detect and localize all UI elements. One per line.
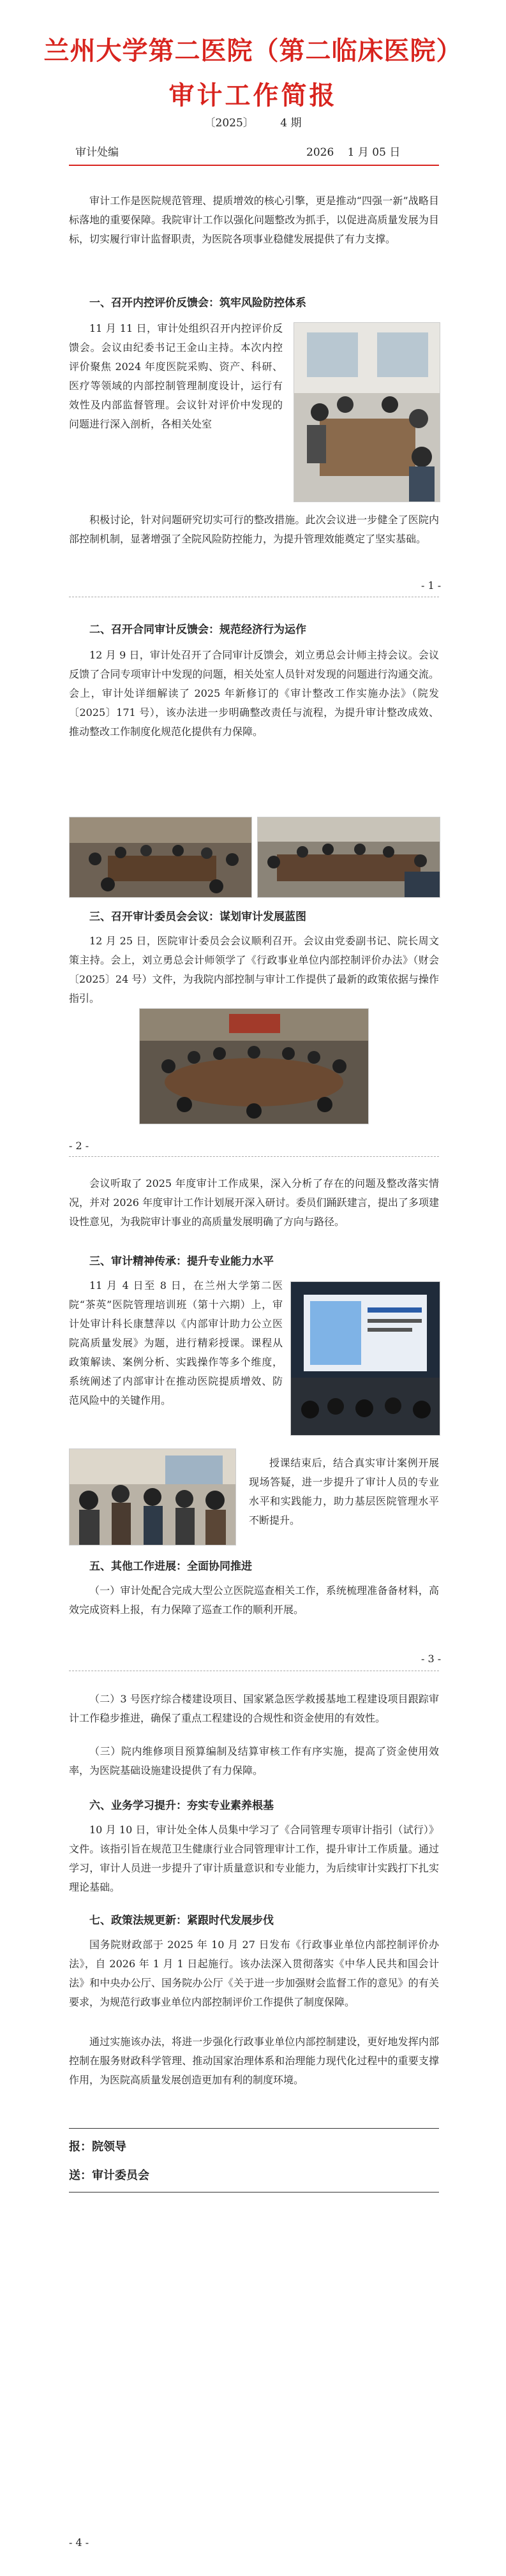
section-5-item-2: （二）3 号医疗综合楼建设项目、国家紧急医学救援基地工程建设项目跟踪审计工作稳步推进，确保了重点工程建设的合规性和资金使用的有效性。 [69, 1693, 439, 1724]
training-photo-2 [69, 1448, 236, 1545]
issue-no: 4 期 [280, 117, 302, 130]
page-number-3: - 3 - [421, 1653, 442, 1665]
section-5-item-3: （三）院内维修项目预算编制及结算审核工作有序实施，提高了资金使用效率，为医院基础设施建设提供了有力保障。 [69, 1745, 439, 1776]
section-4-heading: 三、审计精神传承：提升专业能力水平 [89, 1255, 274, 1268]
section-4-body-b: 授课结束后，结合真实审计案例开展现场答疑，进一步提升了审计人员的专业水平和实践能力，助力基层医院管理水平不断提升。 [249, 1457, 439, 1526]
section-3-heading: 三、召开审计委员会会议：谋划审计发展蓝图 [89, 911, 306, 923]
briefing-title-hospital: 兰州大学第二医院（第二临床医院） [43, 36, 463, 66]
meeting-photo-1 [294, 322, 440, 502]
section-7-body-a: 国务院财政部于 2025 年 10 月 27 日发布《行政事业单位内部控制评价办法》，自 2026 年 1 月 1 日起施行。该办法深入贯彻落实《中华人民共和国会计法》和中央办公厅、国务院办公厅《关于进一步加强财会监督工作的意见》的有关要求，为规范行政事业单位内部控制评价工作提供了制度保障。 [69, 1939, 439, 2008]
section-1-body-b: 积极讨论，针对问题研究切实可行的整改措施。此次会议进一步健全了医院内部控制机制，显著增强了全院风险防控能力，为提升管理效能奠定了坚实基础。 [69, 514, 439, 545]
training-photo-1 [290, 1281, 440, 1436]
meeting-photo-3 [139, 1008, 369, 1124]
send-to: 送：审计委员会 [69, 2169, 149, 2182]
department: 审计处编 [75, 146, 119, 159]
section-2-heading: 二、召开合同审计反馈会：规范经济行为运作 [89, 623, 306, 636]
date-year: 2026 [306, 146, 334, 159]
footer-rule-top [69, 2128, 439, 2129]
section-6-body: 10 月 10 日，审计处全体人员集中学习了《合同管理专项审计指引（试行）》文件。该指引旨在规范卫生健康行业合同管理审计工作，提升审计工作质量。通过学习，审计人员进一步提升了审计质量意识和专业能力，为后续审计实践打下扎实理论基础。 [69, 1824, 439, 1893]
section-7-heading: 七、政策法规更新：紧跟时代发展步伐 [89, 1914, 274, 1927]
section-2-body: 12 月 9 日，审计处召开了合同审计反馈会，刘立勇总会计师主持会议。会议反馈了合同专项审计中发现的问题，相关处室人员针对发现的问题进行沟通交流。会上，审计处详细解读了 2025 年新修订的《审计整改工作实施办法》（院发〔2025〕171 号），该办法进一步明确整改责任与流程，为提升审计整改成效、推动整改工作制度化规范化提供有力保障。 [69, 649, 439, 738]
meeting-photo-2a [69, 817, 252, 898]
section-1-body-a: 11 月 11 日，审计处组织召开内控评价反馈会。会议由纪委书记王金山主持。本次内控评价聚焦 2024 年度医院采购、资产、科研、医疗等领域的内部控制管理制度设计，运行有效性及内部监督管理。会议针对评价中发现的问题进行深入剖析，各相关处室 [69, 322, 283, 430]
page-number-2: - 2 - [69, 1140, 89, 1152]
intro-paragraph: 审计工作是医院规范管理、提质增效的核心引擎，更是推动“四强一新”战略目标落地的重要保障。我院审计工作以强化问题整改为抓手，以促进高质量发展为目标，切实履行审计监督职责，为医院各项事业稳健发展提供了有力支撑。 [69, 195, 439, 245]
section-7-body-b: 通过实施该办法，将进一步强化行政事业单位内部控制建设，更好地发挥内部控制在服务财政科学管理、推动国家治理体系和治理能力现代化过程中的重要支撑作用，为医院高质量发展创造更加有利的制度环境。 [69, 2036, 439, 2086]
section-5-heading: 五、其他工作进展：全面协同推进 [89, 1560, 252, 1573]
header-red-rule [69, 165, 439, 166]
issue-date [306, 143, 410, 159]
report-to: 报：院领导 [69, 2140, 126, 2154]
section-3-body: 12 月 25 日，医院审计委员会会议顺利召开。会议由党委副书记、院长周文策主持。会上，刘立勇总会计师领学了《行政事业单位内部控制评价办法》（财会〔2025〕24 号）文件，为我院内部控制与审计工作提供了最新的政策依据与操作指引。 [69, 935, 439, 1004]
page-number-1: - 1 - [421, 579, 442, 592]
section-4-body-a: 11 月 4 日至 8 日，在兰州大学第二医院“茶英”医院管理培训班（第十六期）上，审计处审计科长康慧萍以《内部审计助力公立医院高质量发展》为题，进行精彩授课。课程从政策解读、案例分析、实践操作等多个维度，系统阐述了内部审计在推动医院提质增效、防范风险中的关键作用。 [69, 1279, 283, 1406]
section-5-item-1: （一）审计处配合完成大型公立医院巡查相关工作，系统梳理准备备材料，高效完成资料上报，有力保障了巡查工作的顺利开展。 [69, 1584, 439, 1616]
issue-year: 〔2025〕 [204, 117, 254, 130]
briefing-title: 审计工作简报 [168, 81, 338, 110]
section-1-heading: 一、召开内控评价反馈会：筑牢风险防控体系 [89, 297, 306, 309]
date-month-day: 1 月 05 日 [347, 146, 401, 159]
section-3-body-continued: 会议听取了 2025 年度审计工作成果，深入分析了存在的问题及整改落实情况，并对 2026 年度审计工作计划展开深入研讨。委员们踊跃建言，提出了多项建设性意见，为我院审计事业的高质量发展明确了方向与路径。 [69, 1177, 439, 1228]
page-divider-2 [69, 1156, 439, 1157]
section-6-heading: 六、业务学习提升：夯实专业素养根基 [89, 1799, 274, 1812]
meeting-photo-2b [257, 817, 440, 898]
footer-rule-bottom [69, 2192, 439, 2193]
issue-number [0, 114, 506, 130]
page-number-4: - 4 - [69, 2536, 89, 2549]
